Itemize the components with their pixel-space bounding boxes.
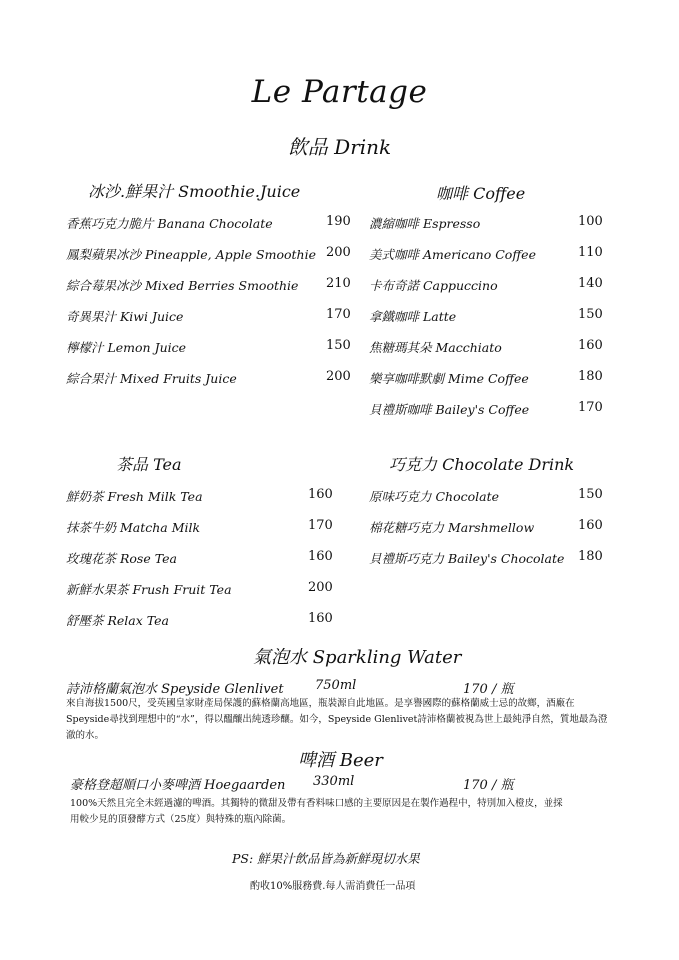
sparkling-price: 170 / 瓶 bbox=[463, 682, 514, 697]
smoothie-item-price: 170 bbox=[326, 307, 351, 322]
coffee-item-price: 170 bbox=[578, 400, 603, 415]
smoothie-item-name: 綜合果汁 Mixed Fruits Juice bbox=[66, 371, 237, 386]
smoothie-item-name: 檸檬汁 Lemon Juice bbox=[66, 340, 187, 355]
coffee-item-name: 美式咖啡 Americano Coffee bbox=[369, 247, 536, 262]
coffee-item-name: 拿鐵咖啡 Latte bbox=[369, 309, 457, 324]
chocolate-item-price: 180 bbox=[578, 549, 603, 564]
coffee-item-price: 150 bbox=[578, 307, 603, 322]
beer-description: 100%天然且完全未經過濾的啤酒。其獨特的微甜及帶有香料味口感的主要原因是在製作過程中，特別加入橙皮，並採用較少見的頂發酵方式（25度）與特殊的瓶內除菌。 bbox=[70, 798, 563, 825]
coffee-heading: 咖啡 Coffee bbox=[436, 184, 526, 203]
tea-item-price: 170 bbox=[308, 518, 333, 533]
coffee-item-name: 濃縮咖啡 Espresso bbox=[369, 216, 481, 231]
coffee-item-price: 140 bbox=[578, 276, 603, 291]
smoothie-item-price: 150 bbox=[326, 338, 351, 353]
tea-item-name: 舒壓茶 Relax Tea bbox=[66, 613, 169, 628]
chocolate-heading: 巧克力 Chocolate Drink bbox=[389, 455, 575, 474]
smoothie-item-price: 190 bbox=[326, 214, 351, 229]
smoothie-item-price: 210 bbox=[326, 276, 351, 291]
tea-item-name: 新鮮水果茶 Frush Fruit Tea bbox=[66, 582, 232, 597]
coffee-item-name: 卡布奇諾 Cappuccino bbox=[369, 278, 498, 293]
coffee-item-name: 樂享咖啡默劇 Mime Coffee bbox=[369, 371, 529, 386]
tea-item-price: 160 bbox=[308, 611, 333, 626]
page-subtitle: 飲品 Drink bbox=[287, 135, 392, 159]
coffee-item-name: 焦糖瑪其朵 Macchiato bbox=[369, 340, 502, 355]
smoothie-item-name: 鳳梨蘋果冰沙 Pineapple, Apple Smoothie bbox=[66, 247, 316, 262]
beer-volume: 330ml bbox=[313, 774, 355, 789]
page-title: Le Partage bbox=[251, 74, 428, 110]
coffee-item-price: 100 bbox=[578, 214, 603, 229]
sparkling-volume: 750ml bbox=[315, 678, 357, 693]
chocolate-item-price: 150 bbox=[578, 487, 603, 502]
tea-item-name: 抹茶牛奶 Matcha Milk bbox=[66, 520, 201, 535]
sparkling-description: 來自海拔1500尺，受英國皇家財產局保護的蘇格蘭高地區，瓶裝源自此地區。是享譽國際的蘇格蘭威士忌的故鄉，酒廠在Speyside尋找到理想中的“水”，得以醞釀出純透珍釀。如今，Speyside Glenlivet詩沛格蘭被視為世上最純淨自然，質地最為澄澈的水。 bbox=[66, 698, 608, 741]
sparkling-heading: 氣泡水 Sparkling Water bbox=[253, 647, 462, 668]
smoothie-item-name: 奇異果汁 Kiwi Juice bbox=[66, 309, 184, 324]
chocolate-item-name: 棉花糖巧克力 Marshmellow bbox=[369, 520, 535, 535]
tea-item-name: 鮮奶茶 Fresh Milk Tea bbox=[66, 489, 203, 504]
smoothie-heading: 冰沙.鮮果汁 Smoothie.Juice bbox=[88, 182, 301, 201]
coffee-item-name: 貝禮斯咖啡 Bailey's Coffee bbox=[369, 402, 530, 417]
tea-item-price: 200 bbox=[308, 580, 333, 595]
smoothie-item-price: 200 bbox=[326, 245, 351, 260]
tea-item-price: 160 bbox=[308, 549, 333, 564]
coffee-item-price: 180 bbox=[578, 369, 603, 384]
chocolate-item-name: 貝禮斯巧克力 Bailey's Chocolate bbox=[369, 551, 565, 566]
fresh-fruit-note: PS: 鮮果汁飲品皆為新鮮現切水果 bbox=[232, 851, 420, 866]
tea-item-name: 玫瑰花茶 Rose Tea bbox=[66, 551, 177, 566]
smoothie-item-name: 綜合莓果冰沙 Mixed Berries Smoothie bbox=[66, 278, 299, 293]
beer-heading: 啤酒 Beer bbox=[298, 750, 383, 771]
beer-item-name: 豪格登超順口小麥啤酒 Hoegaarden bbox=[70, 778, 286, 793]
chocolate-item-price: 160 bbox=[578, 518, 603, 533]
service-charge-note: 酌收10%服務費.每人需消費任一品項 bbox=[250, 881, 416, 892]
smoothie-item-price: 200 bbox=[326, 369, 351, 384]
beer-price: 170 / 瓶 bbox=[463, 778, 514, 793]
chocolate-item-name: 原味巧克力 Chocolate bbox=[369, 489, 500, 504]
coffee-item-price: 160 bbox=[578, 338, 603, 353]
tea-heading: 茶品 Tea bbox=[116, 455, 182, 474]
smoothie-item-name: 香蕉巧克力脆片 Banana Chocolate bbox=[66, 216, 273, 231]
sparkling-item-name: 詩沛格蘭氣泡水 Speyside Glenlivet bbox=[66, 682, 284, 697]
tea-item-price: 160 bbox=[308, 487, 333, 502]
coffee-item-price: 110 bbox=[578, 245, 603, 260]
